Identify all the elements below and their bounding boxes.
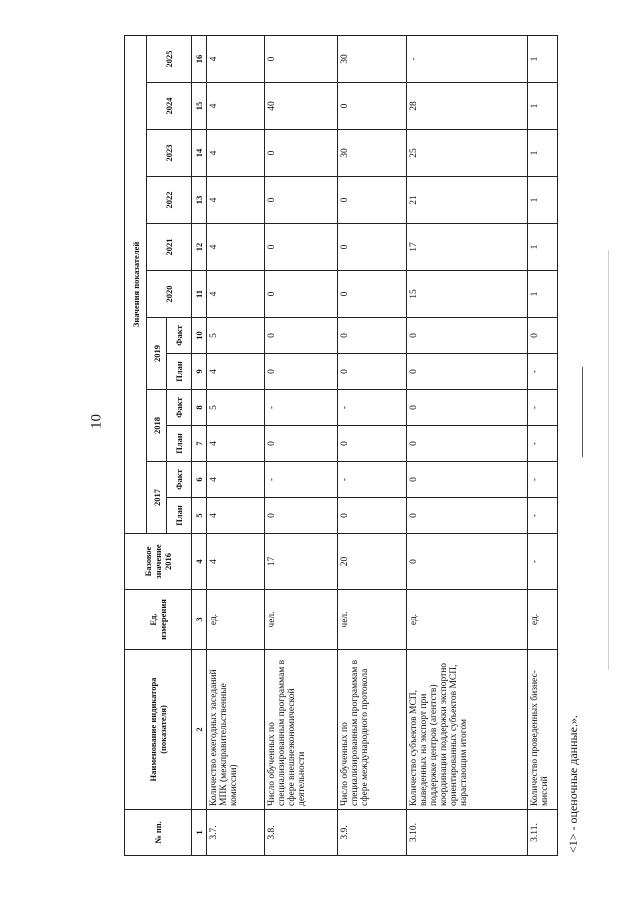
row-value: 0 xyxy=(527,318,557,354)
row-value: 30 xyxy=(337,130,406,177)
column-index: 16 xyxy=(191,35,206,82)
header-year-2021: 2021 xyxy=(147,224,191,271)
row-value: 0 xyxy=(337,83,406,130)
table-row xyxy=(527,35,557,855)
row-value: 4 xyxy=(206,83,265,130)
row-indicator-name: Количество проведенных бизнес-миссий xyxy=(527,650,557,810)
row-value: 5 xyxy=(206,318,265,354)
row-value: 0 xyxy=(337,271,406,318)
header-fact: Факт xyxy=(167,318,191,354)
row-indicator-name: Число обученных по специализированным программам в сфере внешнеэкономической деятельности xyxy=(265,650,338,810)
row-value: 15 xyxy=(406,271,527,318)
header-year-2018: 2018 xyxy=(147,390,167,462)
column-index: 7 xyxy=(191,426,206,462)
row-value: 1 xyxy=(527,224,557,271)
row-number: 3.7. xyxy=(206,810,265,856)
row-value: 1 xyxy=(527,35,557,82)
row-value: - xyxy=(265,462,338,498)
header-fact: Факт xyxy=(167,462,191,498)
row-number: 3.11. xyxy=(527,810,557,856)
row-unit: ед. xyxy=(406,590,527,650)
row-value: 0 xyxy=(406,354,527,390)
column-index: 5 xyxy=(191,498,206,534)
row-value: 1 xyxy=(527,130,557,177)
row-value: 17 xyxy=(406,224,527,271)
row-value: 4 xyxy=(206,534,265,590)
row-value: - xyxy=(337,462,406,498)
header-year-2017: 2017 xyxy=(147,462,167,534)
row-value: 4 xyxy=(206,224,265,271)
row-value: - xyxy=(527,462,557,498)
row-indicator-name: Количество субъектов МСП, выведенных на экспорт при поддержке центров (агентств) координации поддержки экспортно ориентированных субъектов МСП, нарастающим итогом xyxy=(406,650,527,810)
table-row xyxy=(265,35,338,855)
row-value: 0 xyxy=(406,318,527,354)
header-plan: План xyxy=(167,426,191,462)
row-value: 0 xyxy=(337,426,406,462)
row-value: - xyxy=(527,354,557,390)
row-value: 4 xyxy=(206,271,265,318)
row-value: - xyxy=(527,426,557,462)
column-index: 2 xyxy=(191,650,206,810)
row-value: - xyxy=(527,498,557,534)
row-value: 25 xyxy=(406,130,527,177)
footnote: <1> - оценочные данные.». xyxy=(566,715,580,853)
row-value: 0 xyxy=(265,271,338,318)
row-value: 30 xyxy=(337,35,406,82)
scan-artifact-line xyxy=(608,250,609,670)
header-unit: Ед. измерения xyxy=(125,590,192,650)
table-row xyxy=(406,35,527,855)
row-value: 0 xyxy=(337,354,406,390)
row-value: 0 xyxy=(265,426,338,462)
row-value: 4 xyxy=(206,35,265,82)
header-name: Наименование индикатора (показателя) xyxy=(125,650,192,810)
row-value: 4 xyxy=(206,177,265,224)
row-value: 5 xyxy=(206,390,265,426)
row-value: 21 xyxy=(406,177,527,224)
row-value: 4 xyxy=(206,426,265,462)
row-value: 0 xyxy=(265,177,338,224)
column-index: 12 xyxy=(191,224,206,271)
row-value: - xyxy=(337,390,406,426)
header-year-2019: 2019 xyxy=(147,318,167,390)
column-index: 6 xyxy=(191,462,206,498)
header-plan: План xyxy=(167,498,191,534)
row-number: 3.9. xyxy=(337,810,406,856)
column-index: 10 xyxy=(191,318,206,354)
row-value: - xyxy=(265,390,338,426)
column-index: 15 xyxy=(191,83,206,130)
row-value: 0 xyxy=(265,318,338,354)
column-index: 9 xyxy=(191,354,206,390)
row-value: 0 xyxy=(406,534,527,590)
row-value: 0 xyxy=(406,426,527,462)
header-values: Значения показателей xyxy=(125,35,147,533)
row-value: 4 xyxy=(206,498,265,534)
row-indicator-name: Количество ежегодных заседаний МПК (межправительственные комиссии) xyxy=(206,650,265,810)
column-index: 3 xyxy=(191,590,206,650)
column-index: 11 xyxy=(191,271,206,318)
row-value: 0 xyxy=(337,177,406,224)
row-value: 28 xyxy=(406,83,527,130)
row-value: 0 xyxy=(406,462,527,498)
table-row xyxy=(206,35,265,855)
row-value: 20 xyxy=(337,534,406,590)
row-value: - xyxy=(406,35,527,82)
row-value: 0 xyxy=(337,318,406,354)
row-unit: ед. xyxy=(527,590,557,650)
header-year-2024: 2024 xyxy=(147,83,191,130)
row-value: 0 xyxy=(265,354,338,390)
header-number: № пп. xyxy=(125,810,192,856)
indicators-table xyxy=(124,35,558,856)
table-row xyxy=(337,35,406,855)
row-value: - xyxy=(527,534,557,590)
row-value: 0 xyxy=(406,390,527,426)
header-base-value: Базовое значение 2016 xyxy=(125,534,192,590)
row-value: 0 xyxy=(265,35,338,82)
row-value: 1 xyxy=(527,177,557,224)
column-index: 13 xyxy=(191,177,206,224)
column-index: 1 xyxy=(191,810,206,856)
separator-line xyxy=(582,367,583,457)
row-value: 0 xyxy=(337,498,406,534)
column-index: 14 xyxy=(191,130,206,177)
row-unit: чел. xyxy=(265,590,338,650)
row-value: 0 xyxy=(265,498,338,534)
row-value: 1 xyxy=(527,83,557,130)
row-indicator-name: Число обученных по специализированным программам в сфере международного протокола xyxy=(337,650,406,810)
header-year-2025: 2025 xyxy=(147,35,191,82)
row-value: - xyxy=(527,390,557,426)
header-fact: Факт xyxy=(167,390,191,426)
row-value: 0 xyxy=(265,130,338,177)
column-index: 4 xyxy=(191,534,206,590)
header-year-2020: 2020 xyxy=(147,271,191,318)
row-value: 4 xyxy=(206,130,265,177)
header-year-2023: 2023 xyxy=(147,130,191,177)
page-number: 10 xyxy=(88,414,105,429)
row-unit: ед. xyxy=(206,590,265,650)
row-number: 3.8. xyxy=(265,810,338,856)
row-number: 3.10. xyxy=(406,810,527,856)
column-index: 8 xyxy=(191,390,206,426)
row-value: 0 xyxy=(406,498,527,534)
row-value: 40 xyxy=(265,83,338,130)
row-value: 4 xyxy=(206,354,265,390)
row-value: 4 xyxy=(206,462,265,498)
row-value: 0 xyxy=(337,224,406,271)
row-value: 1 xyxy=(527,271,557,318)
row-unit: чел. xyxy=(337,590,406,650)
row-value: 17 xyxy=(265,534,338,590)
row-value: 0 xyxy=(265,224,338,271)
header-plan: План xyxy=(167,354,191,390)
header-year-2022: 2022 xyxy=(147,177,191,224)
